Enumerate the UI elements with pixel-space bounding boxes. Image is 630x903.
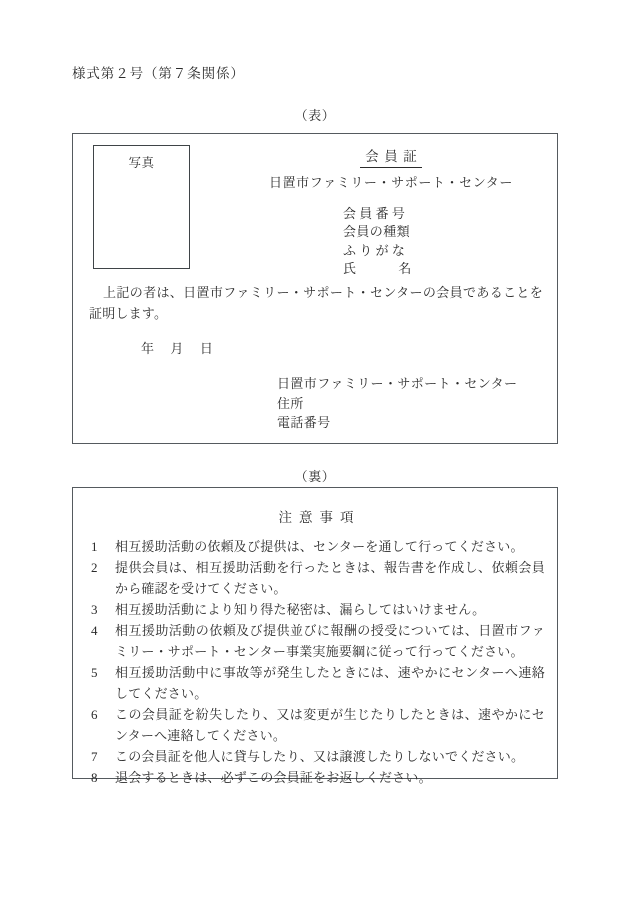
date-day-label: 日	[199, 341, 214, 356]
note-text: この会員証を他人に貸与したり、又は譲渡したりしないでください。	[115, 749, 525, 764]
issuer-block	[277, 374, 517, 433]
list-item	[89, 704, 545, 746]
date-year-label: 年	[141, 341, 155, 356]
list-item	[89, 746, 545, 767]
note-number: 7	[91, 749, 98, 764]
list-item	[89, 767, 545, 788]
note-number: 8	[91, 770, 98, 785]
photo-label: 写真	[128, 156, 155, 170]
list-item	[89, 662, 545, 704]
note-text: 退会するときは、必ずこの会員証をお返しください。	[115, 770, 432, 785]
note-number: 5	[91, 665, 98, 680]
field-label-member-number: 会員番号	[343, 206, 409, 221]
issuer-organization: 日置市ファミリー・サポート・センター	[277, 376, 518, 391]
card-title: 会員証	[360, 149, 423, 168]
membership-card-back	[72, 487, 558, 785]
field-label-member-type: 会員の種類	[343, 224, 411, 240]
list-item	[89, 557, 545, 599]
notes-heading: 注意事項	[278, 510, 361, 525]
notes-list	[89, 536, 545, 788]
list-item	[89, 620, 545, 662]
note-text: 相互援助活動中に事故等が発生したときには、速やかにセンターへ連絡してください。	[115, 665, 545, 701]
note-number: 1	[91, 539, 98, 554]
issuer-address-label: 住所	[277, 395, 304, 411]
list-item	[89, 599, 545, 620]
card-subtitle: 日置市ファミリー・サポート・センター	[268, 174, 514, 190]
note-text: 相互援助活動の依頼及び提供並びに報酬の授受については、日置市ファミリー・サポート・センター事業実施要綱に従って行ってください。	[115, 623, 545, 659]
field-row-member-type	[343, 223, 412, 241]
back-side-label: （裏）	[294, 469, 336, 484]
member-fields	[343, 205, 412, 279]
note-number: 4	[91, 623, 98, 638]
form-number-heading: 様式第２号（第７条関係）	[72, 66, 245, 81]
field-label-name-first: 氏	[343, 261, 357, 277]
note-text: この会員証を紛失したり、又は変更が生じたりしたときは、速やかにセンターへ連絡してください。	[115, 707, 545, 743]
field-row-furigana	[343, 242, 412, 260]
certification-text: 上記の者は、日置市ファミリー・サポート・センターの会員であることを証明します。	[89, 285, 543, 321]
field-row-name	[343, 260, 412, 278]
field-label-name-second: 名	[398, 261, 412, 277]
note-text: 提供会員は、相互援助活動を行ったときは、報告書を作成し、依頼会員から確認を受けてください。	[115, 560, 545, 596]
photo-frame	[93, 145, 190, 269]
field-row-member-number	[343, 205, 412, 223]
date-month-label: 月	[170, 341, 184, 356]
front-side-label: （表）	[294, 108, 336, 123]
membership-card-front	[72, 133, 558, 444]
card-title-block	[223, 148, 559, 191]
note-number: 6	[91, 707, 98, 722]
date-line	[141, 338, 213, 357]
note-text: 相互援助活動により知り得た秘密は、漏らしてはいけません。	[115, 602, 486, 617]
field-label-furigana: ふりがな	[343, 242, 409, 258]
list-item	[89, 536, 545, 557]
note-text: 相互援助活動の依頼及び提供は、センターを通して行ってください。	[115, 539, 524, 554]
issuer-phone-label: 電話番号	[277, 415, 331, 430]
note-number: 2	[91, 560, 98, 575]
note-number: 3	[91, 602, 98, 617]
